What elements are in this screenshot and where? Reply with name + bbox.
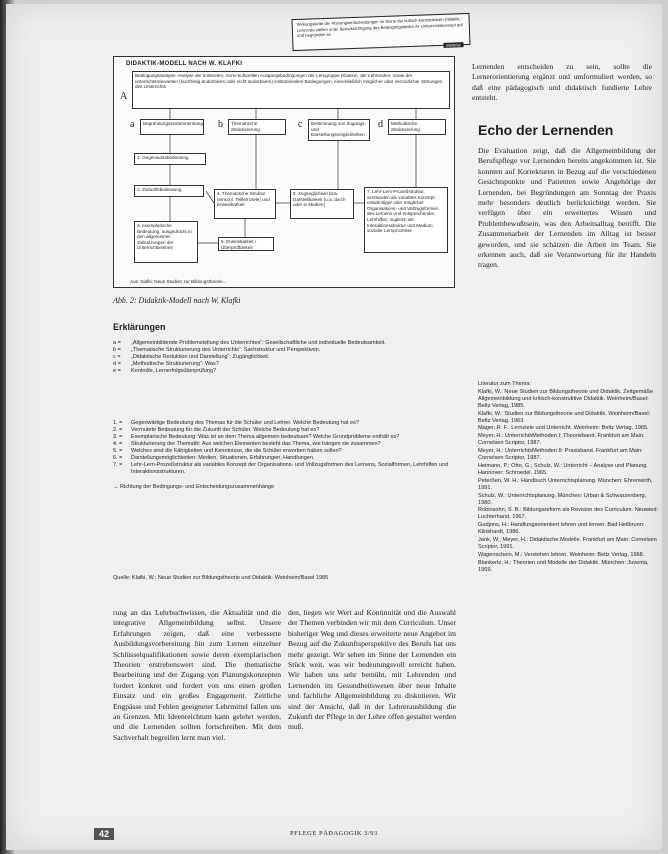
literature-entry: Schulz, W.: Unterrichtsplanung. München: Urban & Schwarzenberg, 1980. [478,492,647,506]
body-column-1: rung an das Lehrbuchwissen, die Aktualität und die integrative Allgemeinbildung selbst. Unsere Erfahrungen zeigen, daß eine verbesserte Ausbildungsvorbereitung hin zum Lernen einzelner Schlüsselqualifikationen sowie deren exemplarischen Theorien erstrebenswert sind. Die thematische Bearbeitung und der Zugang von Planungskonzepten fordert konkret und fordert von uns einen großen Einsatz und ein großes Engagement. Zeitliche Engpässe und Fehlen geeigneter Lehrmittel fallen uns an Grenzen. Mit Ideenreichtum kann gelehrt werden, und die Lernenden sollten fortschreiben. Mit dem Sachverhalt begreifen lernt man viel. [113,608,281,742]
literature-entry: Mager, R. F.: Lernziele und Unterricht. Weinheim: Beltz Verlag, 1965. [478,425,649,432]
label-a: a [130,119,135,130]
literature-entry: Peterßen, W. H.: Handbuch Unterrichtsplanung. München: Ehrenwirth, 1991. [478,477,653,491]
figure-caption: Abb. 2: Didaktik-Modell nach W. Klafki [113,296,241,305]
explanation-row [113,434,458,441]
explanation-key: a = [113,340,121,346]
explanation-text: Kontrolle, Lernerfolgsüberprüfung? [131,368,217,374]
source-note: Quelle: Klafki, W.: Neue Studien zur Bildungstheorie und Didaktik. Weinheim/Basel 1985 [113,575,329,581]
arrow-legend [113,484,458,491]
explanation-text: Exemplarische Bedeutung: Was ist an dem Thema allgemein bedeutsam? Welche Grundprobleme enthält es? [131,434,400,440]
explanation-row [113,420,458,427]
explanation-text: Welches sind die Fähigkeiten und Kenntnisse, die die Schüler erworben haben sollen? [131,448,342,454]
literature-entry: Gudjons, H.: Handlungsorientiert lehren und lernen. Bad Heilbrunn: Klinkhardt, 1986. [478,522,645,536]
figure-footnote: Aus: Klafki: Neue Studien zur Bildungstheorie... [130,279,227,284]
box-2: 2. Zukunftsbedeutung [134,185,204,197]
explanation-text: Strukturierung der Thematik: Aus welchen Elementen besteht das Thema, wie hängen sie zusammen? [131,441,381,447]
explanation-row [113,340,458,347]
explanation-text: „Allgemeinbildende Problemstellung des Unterrichtes“: Gesellschaftliche und individuelle Bedeutsamkeit. [131,340,386,346]
explanation-key: 4. = [113,441,123,447]
explanation-key: e = [113,368,121,374]
explanation-key: b = [113,347,121,353]
explanations-list-b [113,420,458,491]
figure-title: DIDAKTIK-MODELL NACH W. KLAFKI [126,61,243,67]
explanation-key: 7. = [113,462,123,468]
explanation-key: 1. = [113,420,123,426]
explanation-key: c = [113,354,121,360]
box-1: 1. Gegenwartsbedeutung [134,153,206,165]
margin-note [291,13,470,51]
literature-entry: Klafki, W.: Studien zur Bildungstheorie und Didaktik. Weinheim/Basel: Beltz Verlag, 1963. [478,410,651,424]
explanation-key: d = [113,361,121,367]
literature-entry: Robinsohn, S. B.: Bildungsreform als Revision des Curriculum. Neuwied: Luchterhand, 1967. [478,507,659,521]
explanation-row [113,427,458,434]
explanation-row [113,462,458,476]
explanation-row [113,455,458,462]
literature-entry: Jank, W.; Meyer, H.: Didaktische Modelle. Frankfurt am Main: Cornelsen Scriptor, 1991. [478,537,657,550]
label-c: c [298,119,303,130]
page-number: 42 [94,828,114,840]
explanations-list-a [113,340,458,375]
literature-entry: Wagenschein, M.: Verstehen lehren. Weinheim: Beltz Verlag, 1968. [478,551,645,558]
label-A: A [120,91,128,102]
literature-list [478,381,658,575]
box-3: 3. exemplarische Bedeutung, ausgedrückt in den allgemeinen Zielsetzungen der Unterrichtseinheit [134,221,198,263]
margin-note-tag: Material [443,42,463,48]
box-thematisch: Thematische Strukturierung [228,119,286,135]
explanation-key: 2. = [113,427,123,433]
explanation-text: „Thematische Strukturierung des Unterrichts“: Sachstruktur und Perspektiven. [131,347,321,353]
box-begruendung: Begründungszusammenhang [140,119,204,135]
literature-entry: Blankertz, H.: Theorien und Modelle der Didaktik. München: Juventa, 1969. [478,559,649,573]
explanation-text: Darstellungsmöglichkeiten: Medien, Situationen, Erfahrungen, Handlungen. [131,455,315,461]
box-4: 4. Thematische Struktur (einschl. Teillernziele) und Erweisbarkeit [214,189,276,219]
journal-footer: PFLEGE PÄDAGOGIK 3/93 [290,830,378,837]
explanation-row [113,347,458,354]
literature-heading: Literatur zum Thema: [478,381,532,387]
box-zugang: Bestimmung von Zugangs- und Darstellungsmöglichkeiten [308,119,370,141]
explanation-text: Lehr-Lern-Prozeßstruktur als variables Konzept der Organisations- und Vollzugsformen des Lernens, Sozialformen, Lehrhilfen und Interaktionsstrukturen. [131,462,449,475]
explanation-text: Vermutete Bedeutung für die Zukunft der Schüler. Welche Bedeutung hat es? [131,427,320,433]
box-7: 7. Lehr-Lern-Prozeßstruktur, verstanden als variables Konzept notwendiger oder möglicher Organisations- und Vollzugsformen des Lernens und entsprechender Lehrhilfen, zugleich als Interaktionsstruktur und Medium sozialer Lernprozesse [364,187,448,253]
explanation-key: 6. = [113,455,123,461]
box-methodisch: Methodische Strukturierung [388,119,446,135]
box-5: 5. Erweisbarkeit / Überprüfbarkeit [218,237,274,251]
literature-entry: Meyer, H.: UnterrichtsMethoden I: Theorieband. Frankfurt am Main: Cornelsen Scriptor, 1987. [478,433,645,447]
right-column-body: Die Evaluation zeigt, daß die Allgemeinbildung der Berufspflege vor Lernenden bereits angekommen ist. Sie konnten auf Korrekturen in Bezug auf die verschiedenen Gesichtspunkte und Patienten sowie Angehörige der Lernenden, bei Begründungen am Sonntag der Praxis mehr besonders deutlich berücksichtigt werden. Sie verfügen über ein erweitertes Wissen und Problembewußtsein, was den Arbeitsalltag betrifft. Die Zusammenarbeit der Lernenden im Alltag ist besser geworden, und sie schätzen die Arbeit im Team. Sie erkennen auch, daß sie Verantwortung für ihr Handeln tragen. [478,146,656,270]
explanation-row [113,448,458,455]
section-headline: Echo der Lernenden [478,122,614,138]
arrow-legend-text: → Richtung der Bedingungs- und Entscheidungszusammenhänge [113,484,275,490]
explanation-row [113,361,458,368]
label-d: d [378,119,383,130]
explanations-heading: Erklärungen [113,322,166,332]
box-6: 6. Zugänglichkeit bzw. Darstellbarkeit (u.a. durch oder in Medien) [290,189,354,219]
explanation-text: „Methodische Strukturierung“: Was? [131,361,219,367]
body-column-2: den, liegen wir Wert auf Kontinuität und die Auswahl der Themen verbinden wir mit dem Curriculum. Unser bisheriger Weg und dieses erweiterte neue Angebot im Bezug auf die Zukunftsperspektive des Berufs hat uns mehr gezeigt. Wir sehen im Sinne der Lernenden ein Stück weit, was wir bedeutungsvoll erreicht haben. Wir haben uns sehr bemüht, mit Lehrenden und Lernenden im Gesundheitswesen über neue Inhalte und fachliche Allgemeinbildung zu diskutieren. Wir sind der Ansicht, daß in der Lehrerausbildung die Zukunft der Pflege in der Lehre offen gestaltet werden muß. [288,608,456,732]
literature-entry: Klafki, W.: Neue Studien zur Bildungstheorie und Didaktik. Zeitgemäße Allgemeinbildung und kritisch-konstruktive Didaktik. Weinheim/Basel: Beltz Verlag, 1985. [478,388,654,409]
explanation-row [113,368,458,375]
label-b: b [218,119,223,130]
didactic-model-figure [113,56,455,288]
explanation-key: 3. = [113,434,123,440]
figure-connectors [114,57,454,287]
margin-note-text: Wirkungskette der Planungsentscheidungen im Sinne der kritisch-konstruktiven Didaktik; Lehrende stellen unter Berücksichtigung des Bedingungsfeldes ihr Unterrichtskonzept auf und begründen es [296,16,463,38]
explanation-row [113,441,458,448]
explanation-row [113,354,458,361]
explanation-key: 5. = [113,448,123,454]
literature-entry: Meyer, H.: UnterrichtsMethoden II: Praxisband. Frankfurt am Main: Cornelsen Scriptor, 1987. [478,448,643,462]
right-column-intro: Lernenden entscheiden zu sein, sollte die Lernerorientierung ergänzt und umformuliert werden, so daß eine pädagogisch und didaktisch fundierte Lehre entsteht. [472,62,652,103]
box-bedingungsanalyse: Bedingungsanalyse: Analyse der konkreten, sozio-kulturellen Ausgangsbedingungen der Lerngruppe (Klasse), der Lehrenden, sowie der unterrichtsrelevanten (kurzfristig änderbaren oder nicht änderbaren) institutionellen Bedingungen, einschließlich möglicher oder vermutlicher Störungen des Unterrichts [132,71,450,109]
literature-entry: Heimann, P.; Otto, G.; Schulz, W.: Unterricht – Analyse und Planung. Hannover: Schroedel, 1965. [478,462,648,476]
explanation-text: Gegenwärtige Bedeutung des Themas für die Schüler und Lehrer. Welche Bedeutung hat es? [131,420,359,426]
explanation-text: „Didaktische Reduktion und Darstellung“: Zugänglichkeit. [131,354,270,360]
